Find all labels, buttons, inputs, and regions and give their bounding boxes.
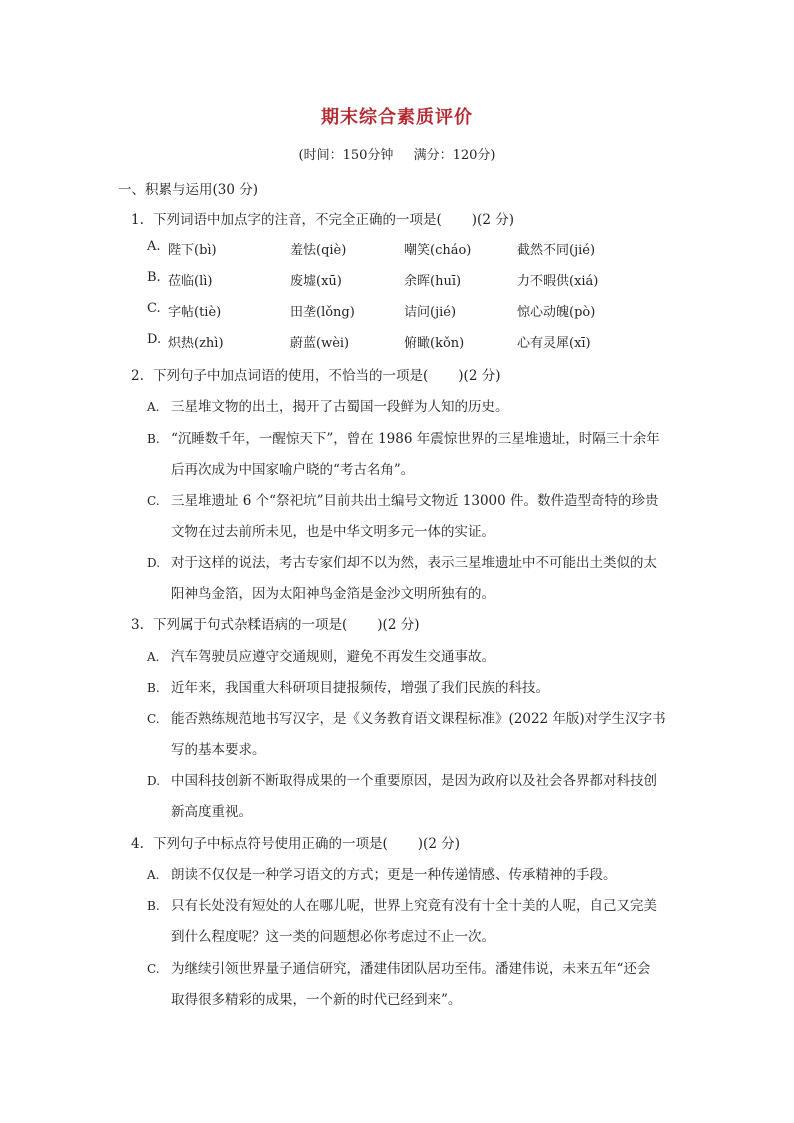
option-word: 心有灵犀(xī) <box>517 336 591 351</box>
question-text: 下列句子中加点词语的使用，不恰当的一项是( <box>153 368 429 384</box>
option-text: 朗读不仅仅是一种学习语文的方式；更是一种传递情感、传承精神的手段。 <box>171 867 617 883</box>
option-word: 余晖(huī) <box>404 274 462 289</box>
option-word: 陛下(bì) <box>168 243 217 258</box>
option-label: C. <box>147 712 160 726</box>
option-label: D. <box>147 332 162 347</box>
option-text: 近年来，我国重大科研项目捷报频传，增强了我们民族的科技。 <box>171 680 549 696</box>
q2-option-b <box>147 427 660 447</box>
option-text: 能否熟练规范地书写汉字，是《义务教育语文课程标准》(2022 年版)对学生汉字书 <box>171 711 666 727</box>
time-limit: (时间：150分钟 <box>298 148 394 163</box>
option-label: C. <box>147 962 160 976</box>
q3-option-d-cont: 新高度重视。 <box>171 804 252 820</box>
option-label: A. <box>147 239 161 254</box>
option-word: 田垄(lǒng) <box>290 305 355 320</box>
option-word: 蔚蓝(wèi) <box>290 336 350 351</box>
option-text: “沉睡数千年，一醒惊天下”，曾在 1986 年震惊世界的三星堆遗址，时隔三十余年 <box>171 431 660 447</box>
q2-option-c-cont: 文物在过去前所未见，也是中华文明多元一体的实证。 <box>171 524 495 540</box>
option-text: 汽车驾驶员应遵守交通规则，避免不再发生交通事故。 <box>171 649 495 665</box>
question-text: 下列词语中加点字的注音，不完全正确的一项是( <box>153 212 442 228</box>
option-text: 中国科技创新不断取得成果的一个重要原因，是因为政府以及社会各界都对科技创 <box>171 773 657 789</box>
option-label: B. <box>147 270 161 285</box>
option-label: C. <box>147 301 161 316</box>
question-score: )(2 分) <box>471 212 514 228</box>
q4-option-c <box>147 957 650 977</box>
question-2-stem <box>131 364 500 384</box>
section-heading: 一、积累与运用(30 分) <box>118 182 259 198</box>
q2-option-b-cont: 后再次成为中国家喻户晓的“考古名角”。 <box>171 462 415 478</box>
exam-info <box>0 144 794 163</box>
q4-option-b <box>147 894 657 914</box>
option-label: A. <box>147 868 160 882</box>
option-word: 莅临(lì) <box>168 274 213 289</box>
q3-option-c-cont: 写的基本要求。 <box>171 742 266 758</box>
option-word: 力不暇供(xiá) <box>517 274 599 289</box>
option-text: 为继续引领世界量子通信研究，潘建伟团队居功至伟。潘建伟说，未来五年“还会 <box>171 961 651 977</box>
option-label: D. <box>147 556 161 570</box>
q2-option-a <box>147 395 509 415</box>
option-label: B. <box>147 899 160 913</box>
option-label: B. <box>147 432 160 446</box>
option-label: C. <box>147 494 160 508</box>
option-word: 诘问(jié) <box>404 305 457 320</box>
option-label: D. <box>147 774 161 788</box>
q3-option-b <box>147 676 549 696</box>
option-word: 炽热(zhì) <box>168 336 224 351</box>
option-label: A. <box>147 400 160 414</box>
question-score: )(2 分) <box>417 836 460 852</box>
option-word: 俯瞰(kǒn) <box>404 336 465 351</box>
question-text: 下列属于句式杂糅语病的一项是( <box>153 617 348 633</box>
option-word: 截然不同(jié) <box>517 243 596 258</box>
option-word: 字帖(tiè) <box>168 305 222 320</box>
option-label: B. <box>147 681 160 695</box>
q2-option-c <box>147 489 659 509</box>
question-number: 1. <box>131 212 144 228</box>
q3-option-a <box>147 645 495 665</box>
question-text: 下列句子中标点符号使用正确的一项是( <box>153 836 388 852</box>
question-3-stem <box>131 613 419 633</box>
question-number: 4. <box>131 836 144 852</box>
full-score: 满分：120分) <box>413 148 496 163</box>
question-score: )(2 分) <box>377 617 420 633</box>
option-word: 惊心动魄(pò) <box>517 305 596 320</box>
question-number: 3. <box>131 617 144 633</box>
question-4-stem <box>131 832 460 852</box>
q3-option-d <box>147 769 657 789</box>
q2-option-d <box>147 551 657 571</box>
option-text: 三星堆遗址 6 个“祭祀坑”目前共出土编号文物近 13000 件。数件造型奇特的珍贵 <box>171 493 659 509</box>
option-text: 对于这样的说法，考古专家们却不以为然，表示三星堆遗址中不可能出土类似的太 <box>171 555 657 571</box>
question-score: )(2 分) <box>458 368 501 384</box>
q4-option-c-cont: 取得很多精彩的成果，一个新的时代已经到来”。 <box>171 992 462 1008</box>
option-label: A. <box>147 650 160 664</box>
q4-option-a <box>147 863 617 883</box>
q4-option-b-cont: 到什么程度呢？这一类的问题想必你考虑过不止一次。 <box>171 929 495 945</box>
option-word: 废墟(xū) <box>290 274 342 289</box>
option-word: 嘲笑(cháo) <box>404 243 472 258</box>
page-title: 期末综合素质评价 <box>321 107 473 128</box>
option-text: 三星堆文物的出土，揭开了古蜀国一段鲜为人知的历史。 <box>171 399 509 415</box>
q2-option-d-cont: 阳神鸟金箔，因为太阳神鸟金箔是金沙文明所独有的。 <box>171 586 495 602</box>
option-text: 只有长处没有短处的人在哪儿呢，世界上究竟有没有十全十美的人呢，自己又完美 <box>171 898 657 914</box>
question-number: 2. <box>131 368 144 384</box>
q3-option-c <box>147 707 666 727</box>
option-word: 羞怯(qiè) <box>290 243 347 258</box>
question-1-stem <box>131 208 514 228</box>
